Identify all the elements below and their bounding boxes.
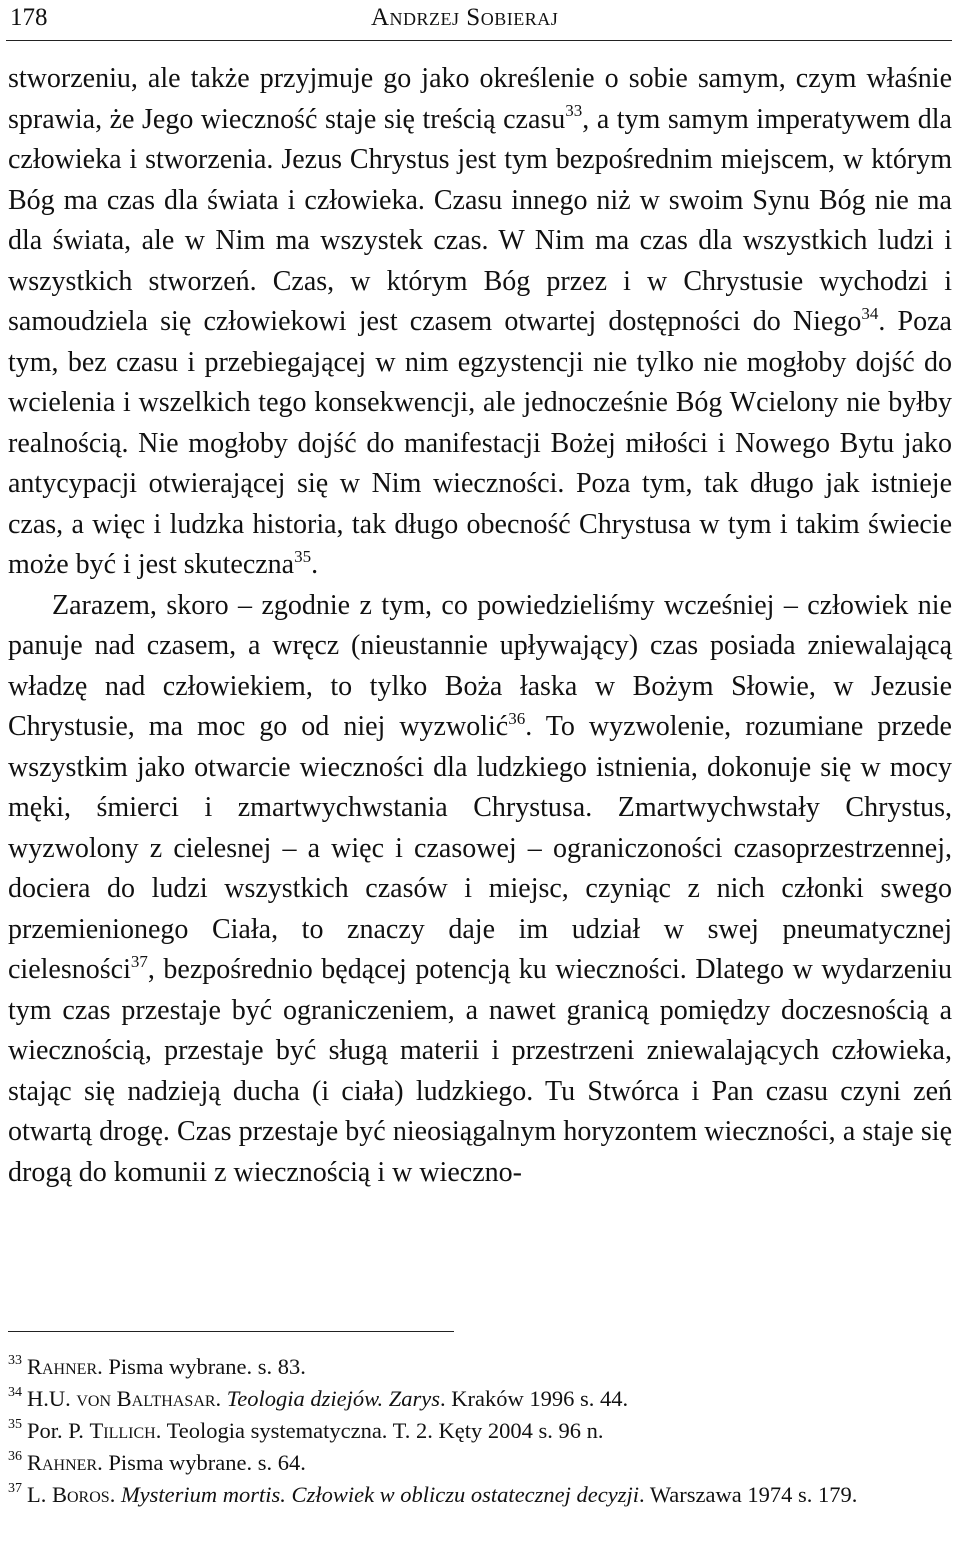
footnote-title: Teologia dziejów. Zarys bbox=[226, 1386, 440, 1411]
footnote-author: Rahner bbox=[27, 1450, 98, 1475]
paragraph-1 bbox=[8, 59, 952, 586]
footnote-ref-37[interactable]: 37 bbox=[130, 951, 148, 971]
footnote-number: 34 bbox=[8, 1384, 22, 1400]
footnote-37 bbox=[8, 1479, 952, 1511]
running-header bbox=[6, 0, 952, 41]
footnote-ref-35[interactable]: 35 bbox=[294, 546, 312, 566]
footnote-33 bbox=[8, 1351, 952, 1383]
footnote-author: Balthasar bbox=[116, 1386, 216, 1411]
footnote-text: . Pisma wybrane. s. 83. bbox=[97, 1354, 306, 1379]
footnote-separator: . bbox=[109, 1482, 121, 1507]
footnotes bbox=[8, 1351, 952, 1511]
footnote-author-prefix: Por. P. bbox=[27, 1418, 90, 1443]
footnote-ref-36[interactable]: 36 bbox=[508, 708, 526, 728]
footnote-text: . Pisma wybrane. s. 64. bbox=[97, 1450, 306, 1475]
footnote-text: . Teologia systematyczna. T. 2. Kęty 2004 s. 96 n. bbox=[155, 1418, 604, 1443]
page-number: 178 bbox=[10, 4, 48, 31]
text-run: . To wyzwolenie, rozumiane przede wszystkim jako otwarcie wieczności dla ludzkiego istnienia, dokonuje się w mocy męki, śmierci i zmartwychwstania Chrystusa. Zmartwychwstały Chrystus, wyzwolony z cielesnej – a więc i czasowej – ograniczoności czasoprzestrzennej, dociera do ludzi wszystkich czasów i miejsc, czyniąc z nich członki swego przemienionego Ciała, to znaczy daje im udział w swej pneumatycznej cielesności bbox=[8, 711, 952, 985]
text-run: stworzeniu, ale także przyjmuje go jako określenie o sobie samym, czym właśnie sprawia, że Jego wieczność staje się treścią czasu bbox=[8, 63, 952, 135]
text-run: , a tym samym imperatywem dla człowieka i stworzenia. Jezus Chrystus jest tym bezpośrednim miejscem, w którym Bóg ma czas dla świata i człowieka. Czasu innego niż w swoim Synu Bóg nie ma dla świata, ale w Nim ma wszystek czas. W Nim ma czas dla wszystkich ludzi i wszystkich stworzeń. Czas, w którym Bóg przez i w Chrystusie wychodzi i samoudziela się człowiekowi jest czasem otwartej dostępności do Niego bbox=[8, 103, 952, 337]
footnote-number: 37 bbox=[8, 1480, 22, 1496]
footnote-34 bbox=[8, 1383, 952, 1415]
footnote-divider bbox=[8, 1331, 454, 1332]
footnote-ref-33[interactable]: 33 bbox=[565, 101, 583, 121]
footnote-author: Tillich bbox=[89, 1418, 156, 1443]
text-run: Zarazem, skoro – zgodnie z tym, co powiedzieliśmy wcześniej – człowiek nie panuje nad czasem, a wręcz (nieustannie upływający) czas posiada zniewalającą władzę nad człowiekiem, to tylko Boża łaska w Bożym Słowie, w Jezusie Chrystusie, ma moc go od niej wyzwolić bbox=[8, 589, 952, 742]
text-run: . Poza tym, bez czasu i przebiegającej w nim egzystencji nie tylko nie mogłoby dojść do wcielenia i wszelkich tego konsekwencji, ale jednocześnie Bóg Wcielony nie byłby realnością. Nie mogłoby dojść do manifestacji Bożej miłości i Nowego Bytu jako antycypacji otwierającej się w Nim wieczności. Poza tym, tak długo jak istnieje czas, a więc i ludzka historia, tak długo obecność Chrystusa w tym i takim świecie może być i jest skuteczna bbox=[8, 306, 952, 580]
footnote-36 bbox=[8, 1447, 952, 1479]
footnote-author: Rahner bbox=[27, 1354, 98, 1379]
footnote-number: 35 bbox=[8, 1416, 22, 1432]
footnote-author: L. Boros bbox=[27, 1482, 110, 1507]
footnote-separator: . bbox=[215, 1386, 227, 1411]
footnote-ref-34[interactable]: 34 bbox=[861, 303, 879, 323]
footnote-author-prefix: H.U. von bbox=[27, 1386, 117, 1411]
footnote-35 bbox=[8, 1415, 952, 1447]
footnote-text: . Kraków 1996 s. 44. bbox=[439, 1386, 629, 1411]
footnote-number: 36 bbox=[8, 1448, 22, 1464]
footnote-text: . Warszawa 1974 s. 179. bbox=[639, 1482, 858, 1507]
text-run: . bbox=[311, 549, 319, 580]
footnote-number: 33 bbox=[8, 1352, 22, 1368]
footnote-title: Mysterium mortis. Człowiek w obliczu ostatecznej decyzji bbox=[120, 1482, 639, 1507]
running-head-author: Andrzej Sobieraj bbox=[371, 4, 559, 31]
paragraph-2 bbox=[8, 586, 952, 1194]
main-text bbox=[8, 59, 952, 1193]
text-run: , bezpośrednio będącej potencją ku wieczności. Dlatego w wydarzeniu tym czas przestaje być ograniczeniem, a nawet granicą pomiędzy doczesnością a wiecznością, przestaje być sługą materii i przestrzeni zniewalających człowieka, stając się nadzieją ducha (i ciała) ludzkiego. Tu Stwórca i Pan czasu czyni zeń otwartą drogę. Czas przestaje być nieosiągalnym horyzontem wieczności, a staje się drogą do komunii z wiecznością i w wieczno- bbox=[8, 954, 952, 1188]
